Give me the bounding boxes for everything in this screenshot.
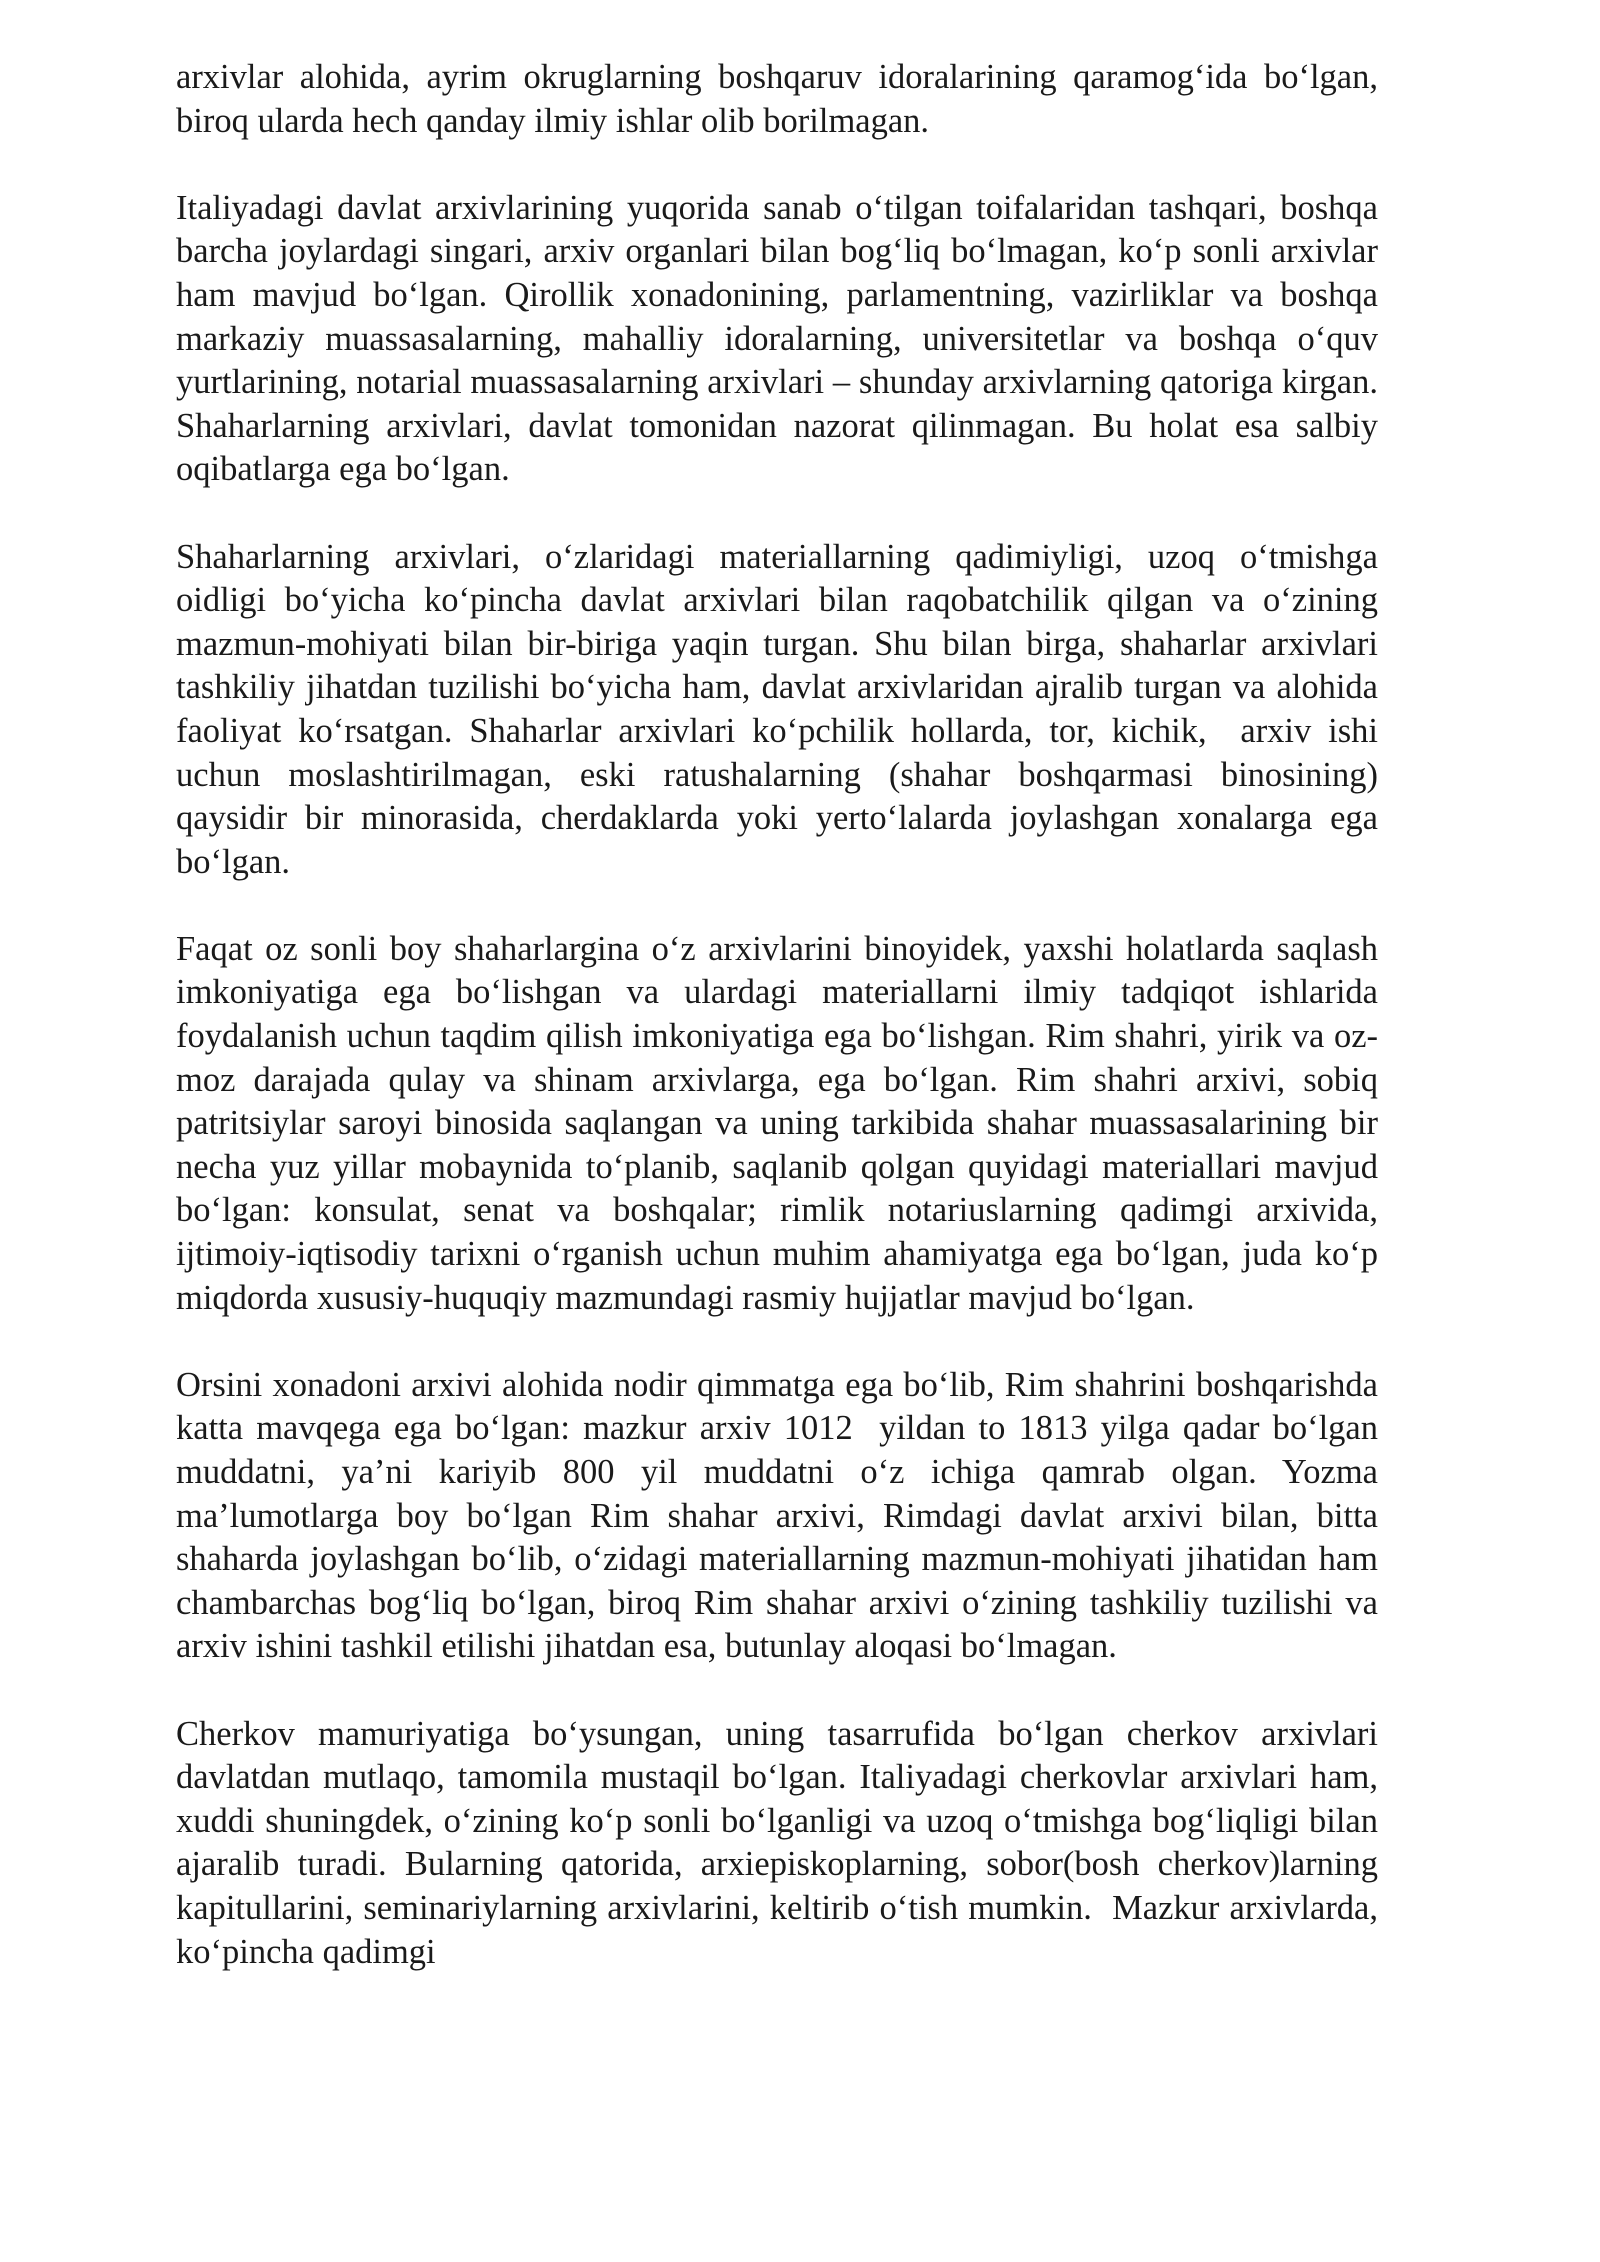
paragraph: arxivlar alohida, ayrim okruglarning boshqaruv idoralarining qaramog‘ida bo‘lgan, biroq ularda hech qanday ilmiy ishlar olib borilmagan. bbox=[176, 58, 1387, 140]
paragraph: Orsini xonadoni arxivi alohida nodir qimmatga ega bo‘lib, Rim shahrini boshqarishda katta mavqega ega bo‘lgan: mazkur arxiv 1012 yildan to 1813 yilga qadar bo‘lgan muddatni, ya’ni kariyib 800 yil muddatni o‘z ichiga qamrab olgan. Yozma ma’lumotlarga boy bo‘lgan Rim shahar arxivi, Rimdagi davlat arxivi bilan, bitta shaharda joylashgan bo‘lib, o‘zidagi materiallarning mazmun-mohiyati jihatidan ham chambarchas bog‘liq bo‘lgan, biroq Rim shahar arxivi o‘zining tashkiliy tuzilishi va arxiv ishini tashkil etilishi jihatdan esa, butunlay aloqasi bo‘lmagan. bbox=[176, 1365, 1387, 1666]
paragraph: Cherkov mamuriyatiga bo‘ysungan, uning tasarrufida bo‘lgan cherkov arxivlari davlatdan mutlaqo, tamomila mustaqil bo‘lgan. Italiyadagi cherkovlar arxivlari ham, xuddi shuningdek, o‘zining ko‘p sonli bo‘lganligi va uzoq o‘tmishga bog‘liqligi bilan ajaralib turadi. Bularning qatorida, arxiepiskoplarning, sobor(bosh cherkov)larning kapitullarini, seminariylarning arxivlarini, keltirib o‘tish mumkin. Mazkur arxivlarda, ko‘pincha qadimgi bbox=[176, 1714, 1387, 1971]
paragraph: Faqat oz sonli boy shaharlargina o‘z arxivlarini binoyidek, yaxshi holatlarda saqlash imkoniyatiga ega bo‘lishgan va ulardagi materiallarni ilmiy tadqiqot ishlarida foydalanish uchun taqdim qilish imkoniyatiga ega bo‘lishgan. Rim shahri, yirik va oz-moz darajada qulay va shinam arxivlarga, ega bo‘lgan. Rim shahri arxivi, sobiq patritsiylar saroyi binosida saqlangan va uning tarkibida shahar muassasalarining bir necha yuz yillar mobaynida to‘planib, saqlanib qolgan quyidagi materiallari mavjud bo‘lgan: konsulat, senat va boshqalar; rimlik notariuslarning qadimgi arxivida, ijtimoiy-iqtisodiy tarixni o‘rganish uchun muhim ahamiyatga ega bo‘lgan, juda ko‘p miqdorda xususiy-huquqiy mazmundagi rasmiy hujjatlar mavjud bo‘lgan. bbox=[176, 929, 1387, 1317]
paragraph: Shaharlarning arxivlari, o‘zlaridagi materiallarning qadimiyligi, uzoq o‘tmishga oidligi bo‘yicha ko‘pincha davlat arxivlari bilan raqobatchilik qilgan va o‘zining mazmun-mohiyati bilan bir-biriga yaqin turgan. Shu bilan birga, shaharlar arxivlari tashkiliy jihatdan tuzilishi bo‘yicha ham, davlat arxivlaridan ajralib turgan va alohida faoliyat ko‘rsatgan. Shaharlar arxivlari ko‘pchilik hollarda, tor, kichik, arxiv ishi uchun moslashtirilmagan, eski ratushalarning (shahar boshqarmasi binosining) qaysidir bir minorasida, cherdaklarda yoki yerto‘lalarda joylashgan xonalarga ega bo‘lgan. bbox=[176, 537, 1396, 881]
paragraph: Italiyadagi davlat arxivlarining yuqorida sanab o‘tilgan toifalaridan tashqari, boshqa barcha joylardagi singari, arxiv organlari bilan bog‘liq bo‘lmagan, ko‘p sonli arxivlar ham mavjud bo‘lgan. Qirollik xonadonining, parlamentning, vazirliklar va boshqa markaziy muassasalarning, mahalliy idoralarning, universitetlar va boshqa o‘quv yurtlarining, notarial muassasalarning arxivlari – shunday arxivlarning qatoriga kirgan. Shaharlarning arxivlari, davlat tomonidan nazorat qilinmagan. Bu holat esa salbiy oqibatlarga ega bo‘lgan. bbox=[176, 188, 1387, 489]
document-body bbox=[176, 56, 1396, 1974]
